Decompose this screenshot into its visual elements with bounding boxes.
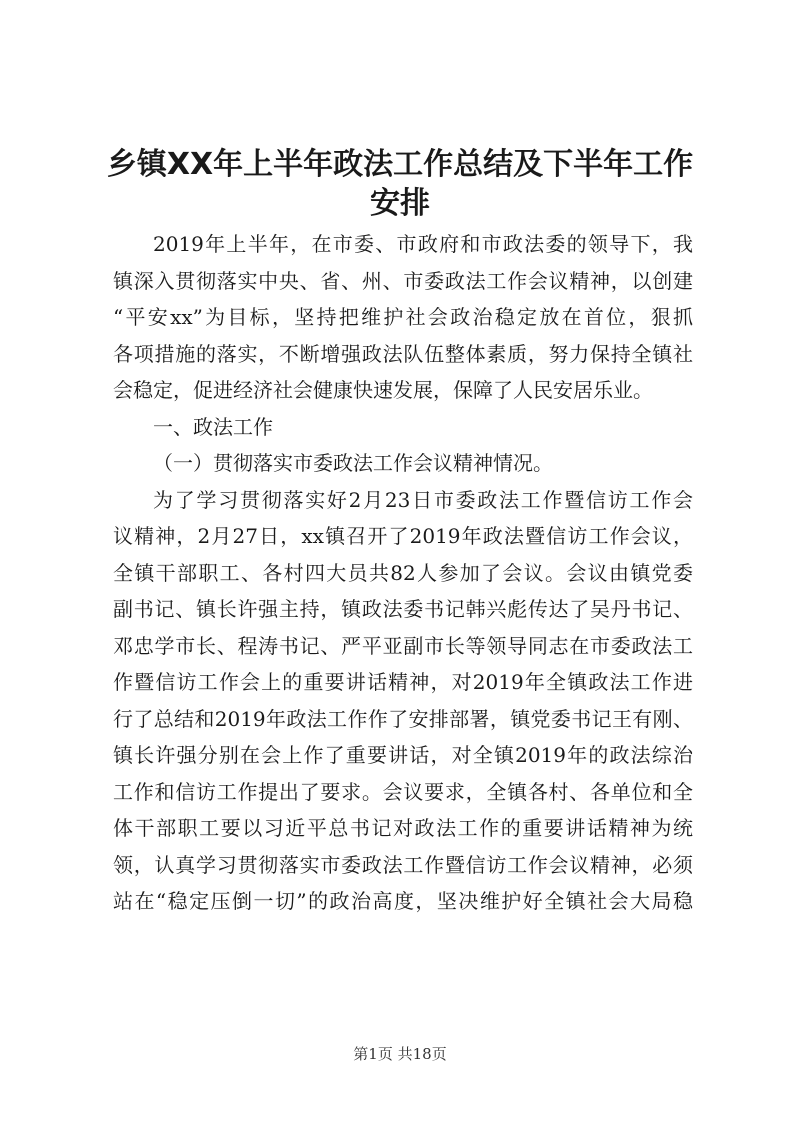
subsection-heading: （一）贯彻落实市委政法工作会议精神情况。: [153, 451, 553, 475]
paragraph-line: 邓忠学市长、程涛书记、严平亚副市长等领导同志在市委政法工: [113, 633, 693, 658]
paragraph-line: 作暨信访工作会上的重要讲话精神，对2019年全镇政法工作进: [113, 670, 693, 694]
paragraph-line: 领，认真学习贯彻落实市委政法工作暨信访工作会议精神，必须: [113, 852, 693, 877]
paragraph-line: 为了学习贯彻落实好2月23日市委政法工作暨信访工作会: [153, 487, 693, 512]
section-heading: 一、政法工作: [153, 414, 273, 439]
paragraph-line: 2019年上半年，在市委、市政府和市政法委的领导下，我: [153, 232, 693, 256]
paragraph-line: 体干部职工要以习近平总书记对政法工作的重要讲话精神为统: [113, 816, 693, 840]
paragraph-line: 全镇干部职工、各村四大员共82人参加了会议。会议由镇党委: [113, 560, 693, 585]
paragraph-line: 工作和信访工作提出了要求。会议要求，全镇各村、各单位和全: [113, 779, 693, 804]
paragraph-line: 镇深入贯彻落实中央、省、州、市委政法工作会议精神，以创建: [113, 268, 693, 293]
page-footer: 第1页 共18页: [353, 1045, 447, 1063]
document-body: [113, 226, 693, 920]
paragraph-line: 副书记、镇长许强主持，镇政法委书记韩兴彪传达了吴丹书记、: [113, 597, 693, 621]
paragraph-line: 议精神，2月27日，xx镇召开了2019年政法暨信访工作会议，: [113, 524, 693, 548]
paragraph-line: 镇长许强分别在会上作了重要讲话，对全镇2019年的政法综治: [113, 743, 693, 767]
document-title-line-2: 安排: [370, 186, 430, 221]
paragraph-line: “平安xx”为目标，坚持把维护社会政治稳定放在首位，狠抓: [113, 305, 693, 329]
paragraph-line: 站在“稳定压倒一切”的政治高度，坚决维护好全镇社会大局稳: [113, 889, 693, 913]
document-title-line-1: 乡镇XX年上半年政法工作总结及下半年工作: [106, 147, 694, 182]
paragraph-line: 行了总结和2019年政法工作作了安排部署，镇党委书记王有刚、: [113, 706, 693, 731]
paragraph-line: 会稳定，促进经济社会健康快速发展，保障了人民安居乐业。: [113, 378, 653, 402]
paragraph-line: 各项措施的落实，不断增强政法队伍整体素质，努力保持全镇社: [113, 341, 693, 366]
